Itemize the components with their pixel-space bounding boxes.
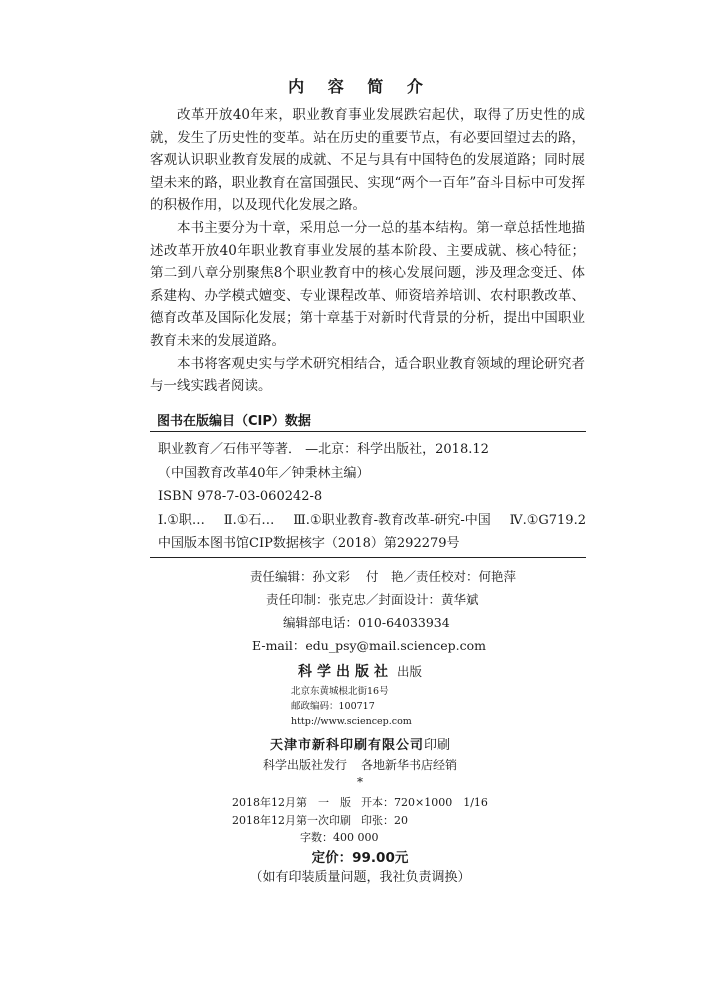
editors-label: 责任编辑：孙文彩 — [250, 569, 351, 584]
distribution-line — [0, 756, 720, 773]
cip-class-item: Ⅱ.①石… — [223, 512, 275, 528]
edition-row-2 — [232, 812, 592, 830]
printer-name: 天津市新科印刷有限公司 — [269, 738, 424, 753]
publisher-details — [291, 684, 491, 730]
publisher-postcode: 邮政编码：100717 — [291, 701, 375, 713]
price: 定价：99.00元 — [311, 850, 409, 866]
editor-name-2: 付 艳 — [366, 569, 404, 584]
publisher-line — [0, 661, 720, 681]
cip-isbn: ISBN 978-7-03-060242-8 — [158, 489, 323, 505]
quality-notice: （如有印装质量问题，我社负责调换） — [249, 870, 471, 885]
print-line: 2018年12月第一次印刷 — [232, 813, 351, 827]
sellers: 各地新华书店经销 — [361, 758, 458, 772]
edition-block — [232, 794, 592, 847]
intro-paragraph: 本书主要分为十章，采用总一分一总的基本结构。第一章总括性地描述改革开放40年职业教育事业发展的基本阶段、主要成就、核心特征；第二到八章分别聚焦8个职业教育中的核心发展问题，涉及理念变迁、体系建构、办学模式嬗变、专业课程改革、师资培养培训、农村职教改革、德育改革及国际化发展；第十章基于对新时代背景的分析，提出中国职业教育未来的发展道路。 — [150, 219, 585, 349]
cip-bottom-rule — [150, 557, 586, 558]
publisher-url: http://www.sciencep.com — [291, 716, 412, 728]
cip-data-block — [158, 438, 586, 556]
sheets: 印张：20 — [361, 813, 408, 827]
cip-classification-line — [158, 509, 586, 533]
issuer: 科学出版社发行 — [262, 758, 347, 772]
word-count: 字数：400 000 — [300, 831, 379, 844]
printer-line — [0, 734, 720, 753]
intro-paragraph: 改革开放40年来，职业教育事业发展跌宕起伏，取得了历史性的成就，发生了历史性的变革。站在历史的重要节点，有必要回望过去的路，客观认识职业教育发展的成就、不足与具有中国特色的发展道路；同时展望未来的路，职业教育在富国强民、实现“两个一百年”奋斗目标中可发挥的积极作用，以及现代化发展之路。 — [150, 107, 585, 214]
cip-number: 中国版本图书馆CIP数据核字（2018）第292279号 — [158, 536, 460, 552]
intro-paragraph: 本书将客观史实与学术研究相结合，适合职业教育领域的理论研究者与一线实践者阅读。 — [150, 355, 585, 395]
edition-line: 2018年12月第 一 版 — [232, 796, 351, 809]
editors-line — [158, 565, 578, 588]
edition-row-1 — [232, 794, 592, 812]
publisher-suffix: 出版 — [396, 664, 422, 679]
format: 开本：720×1000 1/16 — [361, 796, 488, 809]
publisher-address: 北京东黄城根北街16号 — [291, 686, 389, 697]
cip-top-rule — [150, 431, 586, 432]
cip-class-item: Ⅳ.①G719.2 — [509, 512, 586, 528]
publisher-name: 科学出版社 — [298, 664, 393, 680]
proofreader: ／责任校对：何艳萍 — [403, 569, 517, 584]
printer-suffix: 印刷 — [424, 738, 451, 753]
print-design-line: 责任印制：张克忠／封面设计：黄华斌 — [266, 592, 479, 607]
staff-credits — [158, 565, 578, 657]
cip-class-item: Ⅲ.①职业教育-教育改革-研究-中国 — [293, 512, 491, 528]
intro-text — [150, 104, 585, 398]
editorial-phone: 编辑部电话：010-64033934 — [283, 615, 450, 630]
cip-series-line: （中国教育改革40年／钟秉林主编） — [158, 465, 370, 481]
cip-title-line: 职业教育／石伟平等著． —北京：科学出版社，2018.12 — [158, 442, 489, 457]
editorial-email: E-mail：edu_psy@mail.sciencep.com — [252, 638, 486, 653]
cip-heading: 图书在版编目（CIP）数据 — [157, 414, 311, 429]
separator-star: * — [357, 775, 363, 789]
cip-class-item: Ⅰ.①职… — [158, 512, 205, 528]
intro-title: 内 容 简 介 — [288, 77, 432, 96]
